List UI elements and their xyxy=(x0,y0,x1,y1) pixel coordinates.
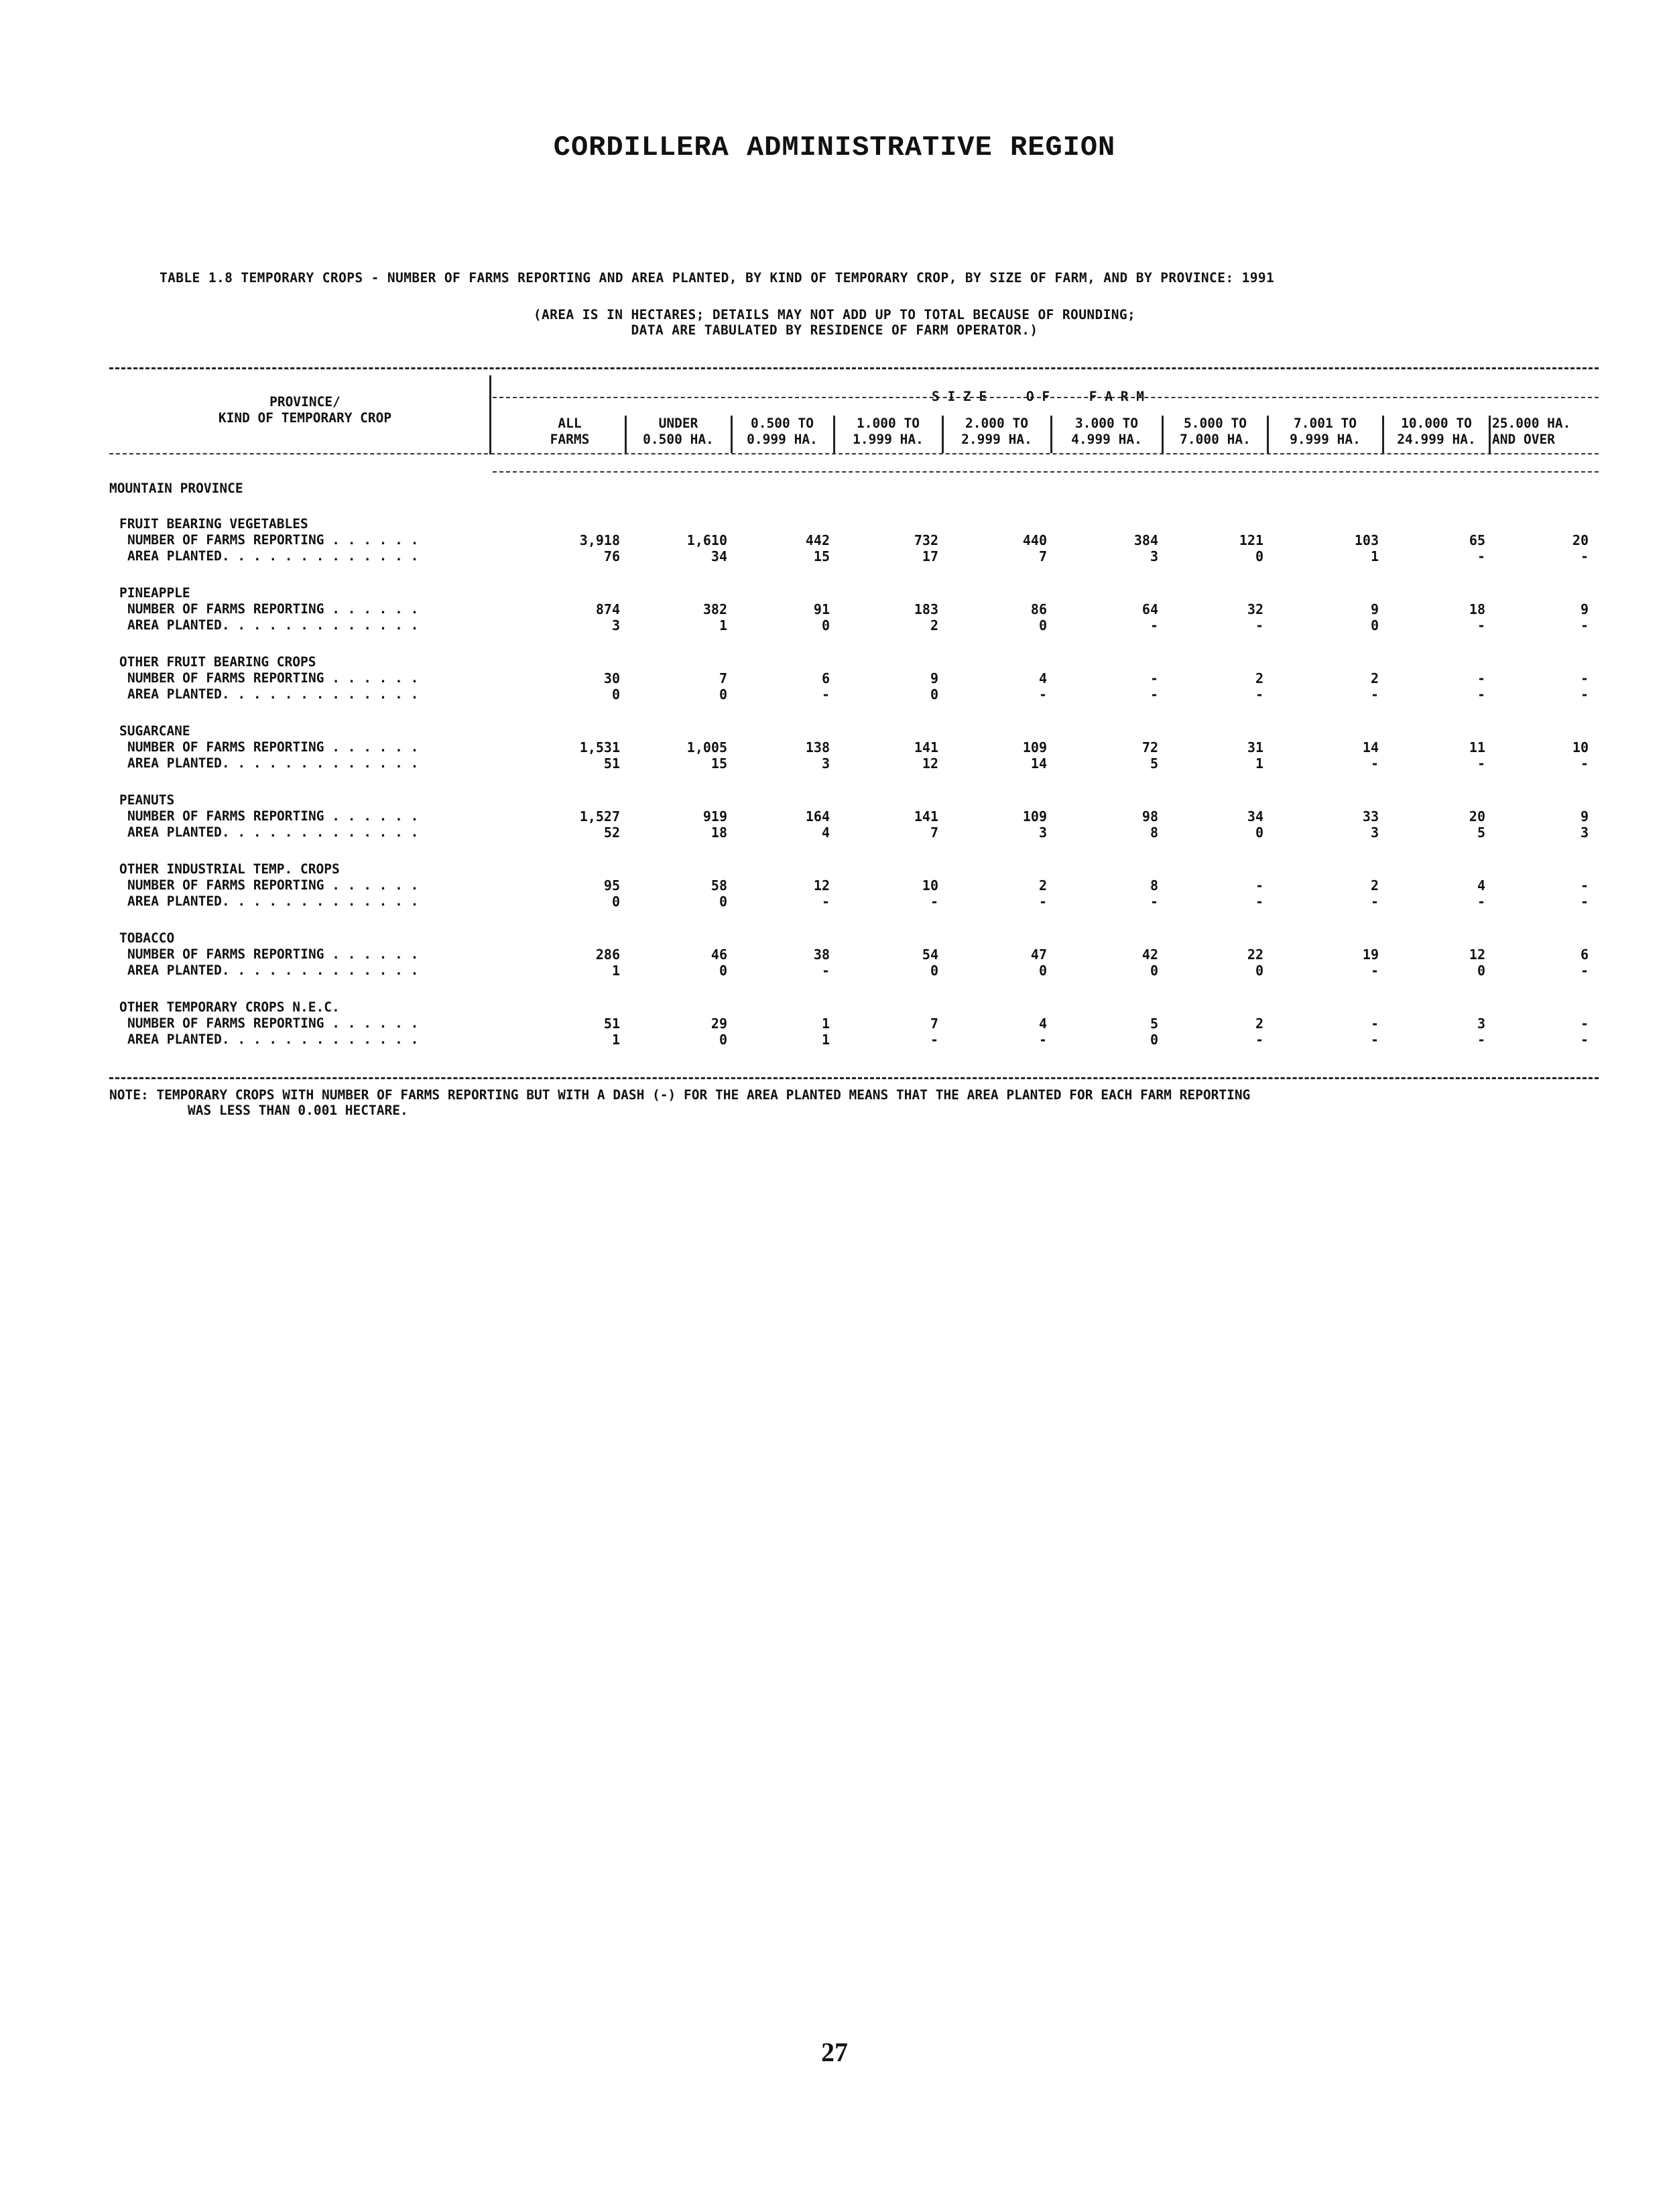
farms-cell: - xyxy=(1580,1016,1589,1032)
farms-cell: 7 xyxy=(719,670,727,686)
farms-cell: 9 xyxy=(1580,601,1589,617)
farms-cell: 9 xyxy=(1580,808,1589,824)
col-header-line-1: 7.001 TO xyxy=(1294,416,1357,431)
farms-cell: 19 xyxy=(1362,946,1379,963)
area-cell: - xyxy=(821,686,830,702)
subcaption-line-1: (AREA IS IN HECTARES; DETAILS MAY NOT ADD UP TO TOTAL BECAUSE OF ROUNDING; xyxy=(533,307,1136,322)
area-cell: - xyxy=(1150,686,1158,702)
col-header-line-2: 2.999 HA. xyxy=(961,432,1032,447)
farms-cell: 2 xyxy=(1370,670,1379,686)
area-cell: 0 xyxy=(719,1032,727,1048)
area-cell: 0 xyxy=(1370,617,1379,633)
farms-cell: 1,531 xyxy=(579,739,620,755)
subcaption-line-2: DATA ARE TABULATED BY RESIDENCE OF FARM OPERATOR.) xyxy=(631,322,1038,338)
farms-cell: 86 xyxy=(1030,601,1047,617)
area-cell: 1 xyxy=(821,1032,830,1048)
farms-cell: 384 xyxy=(1133,532,1158,548)
row-label-area-planted: AREA PLANTED. . . . . . . . . . . . . xyxy=(127,824,419,840)
area-cell: 0 xyxy=(719,686,727,702)
area-cell: - xyxy=(1255,1032,1263,1048)
page-number: 27 xyxy=(821,2037,848,2067)
col-header-0500-0999 xyxy=(733,416,832,448)
col-header-line-2: 9.999 HA. xyxy=(1290,432,1361,447)
farms-cell: 732 xyxy=(914,532,938,548)
farms-cell: 12 xyxy=(813,877,830,894)
farms-cell: 98 xyxy=(1141,808,1158,824)
area-cell: 1 xyxy=(611,963,620,979)
farms-cell: 20 xyxy=(1469,808,1485,824)
area-cell: - xyxy=(1477,1032,1485,1048)
row-label-farms-reporting: NUMBER OF FARMS REPORTING . . . . . . xyxy=(127,739,419,755)
note-line-1: NOTE: TEMPORARY CROPS WITH NUMBER OF FARMS REPORTING BUT WITH A DASH (-) FOR THE AREA PLANTED MEANS THAT THE AREA PLANTED FOR EACH FARM REPORTING xyxy=(109,1087,1251,1103)
row-label-farms-reporting: NUMBER OF FARMS REPORTING . . . . . . xyxy=(127,808,419,824)
farms-cell: 47 xyxy=(1030,946,1047,963)
crop-name: OTHER INDUSTRIAL TEMP. CROPS xyxy=(119,861,340,877)
farms-cell: 4 xyxy=(1477,877,1485,894)
farms-cell: 2 xyxy=(1370,877,1379,894)
area-cell: 7 xyxy=(1038,548,1047,564)
page-title: CORDILLERA ADMINISTRATIVE REGION xyxy=(553,131,1116,164)
farms-cell: 3,918 xyxy=(579,532,620,548)
area-cell: - xyxy=(1477,617,1485,633)
area-cell: - xyxy=(1255,686,1263,702)
farms-cell: 7 xyxy=(930,1016,938,1032)
col-header-line-1: 0.500 TO xyxy=(751,416,814,431)
column-separator xyxy=(1382,416,1384,453)
row-label-area-planted: AREA PLANTED. . . . . . . . . . . . . xyxy=(127,894,419,909)
farms-cell: 10 xyxy=(922,877,938,894)
farms-cell: 6 xyxy=(821,670,830,686)
farms-cell: 29 xyxy=(710,1016,727,1032)
area-cell: 4 xyxy=(821,824,830,841)
area-cell: 1 xyxy=(1370,548,1379,564)
col-header-line-2: AND OVER xyxy=(1492,432,1555,447)
area-cell: 76 xyxy=(603,548,620,564)
row-label-area-planted: AREA PLANTED. . . . . . . . . . . . . xyxy=(127,686,419,702)
farms-cell: 2 xyxy=(1038,877,1047,894)
table-note xyxy=(109,1087,1250,1118)
crop-name: PINEAPPLE xyxy=(119,585,190,601)
area-cell: 0 xyxy=(1255,548,1263,564)
table-subcaption xyxy=(0,307,1669,338)
row-label-farms-reporting: NUMBER OF FARMS REPORTING . . . . . . xyxy=(127,532,419,548)
farms-cell: 12 xyxy=(1469,946,1485,963)
area-cell: - xyxy=(1477,548,1485,564)
farms-cell: 3 xyxy=(1477,1016,1485,1032)
area-cell: 7 xyxy=(930,824,938,841)
stub-header xyxy=(147,394,462,426)
area-cell: 52 xyxy=(603,824,620,841)
farms-cell: 65 xyxy=(1469,532,1485,548)
farms-cell: - xyxy=(1477,670,1485,686)
area-cell: - xyxy=(1580,963,1589,979)
column-separator xyxy=(1050,416,1052,453)
crop-name: SUGARCANE xyxy=(119,723,190,739)
area-cell: - xyxy=(1150,617,1158,633)
farms-cell: 1 xyxy=(821,1016,830,1032)
farms-cell: 32 xyxy=(1247,601,1263,617)
farms-cell: - xyxy=(1255,877,1263,894)
col-header-line-1: 2.000 TO xyxy=(965,416,1028,431)
farms-cell: 58 xyxy=(710,877,727,894)
province-heading: MOUNTAIN PROVINCE xyxy=(109,481,243,496)
crop-name: OTHER FRUIT BEARING CROPS xyxy=(119,654,316,670)
row-label-farms-reporting: NUMBER OF FARMS REPORTING . . . . . . xyxy=(127,1016,419,1031)
area-cell: - xyxy=(1477,755,1485,772)
farms-cell: 18 xyxy=(1469,601,1485,617)
farms-cell: 1,610 xyxy=(686,532,727,548)
area-cell: 14 xyxy=(1030,755,1047,772)
farms-cell: 72 xyxy=(1141,739,1158,755)
note-line-2: WAS LESS THAN 0.001 HECTARE. xyxy=(188,1103,408,1118)
area-cell: 0 xyxy=(930,686,938,702)
col-header-line-1: UNDER xyxy=(658,416,698,431)
col-header-line-1: 5.000 TO xyxy=(1184,416,1247,431)
area-cell: 3 xyxy=(821,755,830,772)
farms-cell: 64 xyxy=(1141,601,1158,617)
area-cell: - xyxy=(1580,617,1589,633)
column-separator xyxy=(625,416,627,453)
farms-cell: 4 xyxy=(1038,670,1047,686)
farms-cell: 11 xyxy=(1469,739,1485,755)
farms-cell: 138 xyxy=(805,739,830,755)
header-bottom-rule xyxy=(109,453,1599,454)
area-cell: - xyxy=(1038,686,1047,702)
crop-name: FRUIT BEARING VEGETABLES xyxy=(119,516,308,532)
farms-cell: 1,527 xyxy=(579,808,620,824)
col-header-line-1: ALL xyxy=(558,416,582,431)
area-cell: 0 xyxy=(1477,963,1485,979)
col-header-line-2: 7.000 HA. xyxy=(1180,432,1251,447)
area-cell: - xyxy=(1580,1032,1589,1048)
area-cell: 51 xyxy=(603,755,620,772)
farms-cell: 874 xyxy=(595,601,620,617)
area-cell: 1 xyxy=(1255,755,1263,772)
area-cell: 0 xyxy=(1150,963,1158,979)
size-of-farm-header: S I Z E O F F A R M xyxy=(932,389,1144,404)
farms-cell: 14 xyxy=(1362,739,1379,755)
farms-cell: 141 xyxy=(914,739,938,755)
area-cell: - xyxy=(1477,686,1485,702)
area-cell: 0 xyxy=(719,963,727,979)
area-cell: 0 xyxy=(1255,963,1263,979)
crop-name: OTHER TEMPORARY CROPS N.E.C. xyxy=(119,999,340,1015)
area-cell: 3 xyxy=(1370,824,1379,841)
stub-header-line-1: PROVINCE/ xyxy=(269,394,341,410)
farms-cell: 2 xyxy=(1255,670,1263,686)
area-cell: - xyxy=(1580,894,1589,910)
col-header-25000-over xyxy=(1492,416,1599,448)
area-cell: - xyxy=(1255,894,1263,910)
col-header-line-2: 0.999 HA. xyxy=(747,432,818,447)
area-cell: 1 xyxy=(611,1032,620,1048)
area-cell: 0 xyxy=(1038,963,1047,979)
column-separator xyxy=(1267,416,1269,453)
farms-cell: 22 xyxy=(1247,946,1263,963)
area-cell: - xyxy=(930,1032,938,1048)
area-cell: 15 xyxy=(813,548,830,564)
area-cell: - xyxy=(1370,755,1379,772)
area-cell: 0 xyxy=(1255,824,1263,841)
row-label-farms-reporting: NUMBER OF FARMS REPORTING . . . . . . xyxy=(127,877,419,893)
farms-cell: 382 xyxy=(702,601,727,617)
farms-cell: 121 xyxy=(1239,532,1263,548)
farms-cell: 42 xyxy=(1141,946,1158,963)
row-label-farms-reporting: NUMBER OF FARMS REPORTING . . . . . . xyxy=(127,601,419,617)
area-cell: - xyxy=(1255,617,1263,633)
farms-cell: 6 xyxy=(1580,946,1589,963)
column-separator xyxy=(1489,416,1491,453)
area-cell: - xyxy=(1580,548,1589,564)
area-cell: 3 xyxy=(1580,824,1589,841)
area-cell: - xyxy=(1370,894,1379,910)
farms-cell: 440 xyxy=(1022,532,1047,548)
area-cell: 1 xyxy=(719,617,727,633)
row-label-area-planted: AREA PLANTED. . . . . . . . . . . . . xyxy=(127,755,419,771)
row-label-area-planted: AREA PLANTED. . . . . . . . . . . . . xyxy=(127,617,419,633)
area-cell: 34 xyxy=(710,548,727,564)
area-cell: 0 xyxy=(821,617,830,633)
col-header-line-1: 1.000 TO xyxy=(857,416,920,431)
farms-cell: 30 xyxy=(603,670,620,686)
col-header-3000-4999 xyxy=(1053,416,1160,448)
area-cell: 12 xyxy=(922,755,938,772)
farms-cell: 91 xyxy=(813,601,830,617)
area-cell: - xyxy=(1370,1032,1379,1048)
area-cell: - xyxy=(1038,894,1047,910)
farms-cell: 8 xyxy=(1150,877,1158,894)
area-cell: 0 xyxy=(1038,617,1047,633)
area-cell: 5 xyxy=(1150,755,1158,772)
row-label-area-planted: AREA PLANTED. . . . . . . . . . . . . xyxy=(127,1032,419,1047)
table-bottom-rule xyxy=(109,1077,1599,1079)
area-cell: 18 xyxy=(710,824,727,841)
area-cell: - xyxy=(1038,1032,1047,1048)
farms-cell: 183 xyxy=(914,601,938,617)
area-cell: 2 xyxy=(930,617,938,633)
farms-cell: 9 xyxy=(1370,601,1379,617)
top-rule xyxy=(109,367,1599,369)
area-cell: 3 xyxy=(1150,548,1158,564)
col-header-line-1: 3.000 TO xyxy=(1075,416,1138,431)
farms-cell: 5 xyxy=(1150,1016,1158,1032)
col-header-line-2: 1.999 HA. xyxy=(853,432,924,447)
farms-cell: 286 xyxy=(595,946,620,963)
farms-cell: 95 xyxy=(603,877,620,894)
crop-name: PEANUTS xyxy=(119,792,175,808)
farms-cell: 34 xyxy=(1247,808,1263,824)
farms-cell: 141 xyxy=(914,808,938,824)
farms-cell: - xyxy=(1370,1016,1379,1032)
column-separator xyxy=(1162,416,1164,453)
area-cell: 3 xyxy=(611,617,620,633)
area-cell: 0 xyxy=(611,894,620,910)
col-header-line-2: 4.999 HA. xyxy=(1071,432,1142,447)
column-separator xyxy=(942,416,944,453)
column-separator xyxy=(833,416,835,453)
col-header-line-1: 10.000 TO xyxy=(1401,416,1472,431)
farms-cell: 31 xyxy=(1247,739,1263,755)
area-cell: 15 xyxy=(710,755,727,772)
row-label-farms-reporting: NUMBER OF FARMS REPORTING . . . . . . xyxy=(127,670,419,686)
row-label-farms-reporting: NUMBER OF FARMS REPORTING . . . . . . xyxy=(127,946,419,962)
farms-cell: 2 xyxy=(1255,1016,1263,1032)
col-header-line-2: 0.500 HA. xyxy=(643,432,714,447)
farms-cell: 919 xyxy=(702,808,727,824)
row-label-area-planted: AREA PLANTED. . . . . . . . . . . . . xyxy=(127,963,419,978)
area-cell: - xyxy=(1477,894,1485,910)
col-header-all-farms xyxy=(523,416,617,448)
col-header-line-2: 24.999 HA. xyxy=(1397,432,1476,447)
farms-cell: 46 xyxy=(710,946,727,963)
col-header-7001-9999 xyxy=(1270,416,1381,448)
farms-cell: 51 xyxy=(603,1016,620,1032)
crop-name: TOBACCO xyxy=(119,930,175,946)
farms-cell: 38 xyxy=(813,946,830,963)
farms-cell: - xyxy=(1580,670,1589,686)
area-cell: 5 xyxy=(1477,824,1485,841)
farms-cell: 4 xyxy=(1038,1016,1047,1032)
farms-cell: 103 xyxy=(1354,532,1379,548)
area-cell: 0 xyxy=(1150,1032,1158,1048)
table-caption: TABLE 1.8 TEMPORARY CROPS - NUMBER OF FARMS REPORTING AND AREA PLANTED, BY KIND OF TEMPORARY CROP, BY SIZE OF FARM, AND BY PROVINCE: 1991 xyxy=(160,270,1275,286)
stub-header-line-2: KIND OF TEMPORARY CROP xyxy=(218,410,392,426)
header-bottom-rule-2 xyxy=(493,471,1599,473)
area-cell: - xyxy=(821,894,830,910)
area-cell: 0 xyxy=(930,963,938,979)
area-cell: - xyxy=(1150,894,1158,910)
col-header-10000-24999 xyxy=(1385,416,1488,448)
area-cell: 3 xyxy=(1038,824,1047,841)
farms-cell: 1,005 xyxy=(686,739,727,755)
farms-cell: 33 xyxy=(1362,808,1379,824)
col-header-line-2: FARMS xyxy=(550,432,590,447)
area-cell: - xyxy=(1370,686,1379,702)
area-cell: - xyxy=(930,894,938,910)
col-header-under-0500 xyxy=(628,416,729,448)
col-header-line-1: 25.000 HA. xyxy=(1492,416,1571,431)
farms-cell: - xyxy=(1150,670,1158,686)
farms-cell: - xyxy=(1580,877,1589,894)
stub-separator xyxy=(489,375,491,454)
area-cell: 17 xyxy=(922,548,938,564)
farms-cell: 9 xyxy=(930,670,938,686)
farms-cell: 20 xyxy=(1572,532,1589,548)
area-cell: - xyxy=(1370,963,1379,979)
col-header-1000-1999 xyxy=(836,416,940,448)
row-label-area-planted: AREA PLANTED. . . . . . . . . . . . . xyxy=(127,548,419,564)
farms-cell: 442 xyxy=(805,532,830,548)
area-cell: 8 xyxy=(1150,824,1158,841)
area-cell: 0 xyxy=(611,686,620,702)
col-header-5000-7000 xyxy=(1164,416,1266,448)
farms-cell: 109 xyxy=(1022,808,1047,824)
area-cell: 0 xyxy=(719,894,727,910)
area-cell: - xyxy=(821,963,830,979)
area-cell: - xyxy=(1580,755,1589,772)
farms-cell: 54 xyxy=(922,946,938,963)
area-cell: - xyxy=(1580,686,1589,702)
farms-cell: 109 xyxy=(1022,739,1047,755)
col-header-2000-2999 xyxy=(944,416,1049,448)
farms-cell: 164 xyxy=(805,808,830,824)
farms-cell: 10 xyxy=(1572,739,1589,755)
